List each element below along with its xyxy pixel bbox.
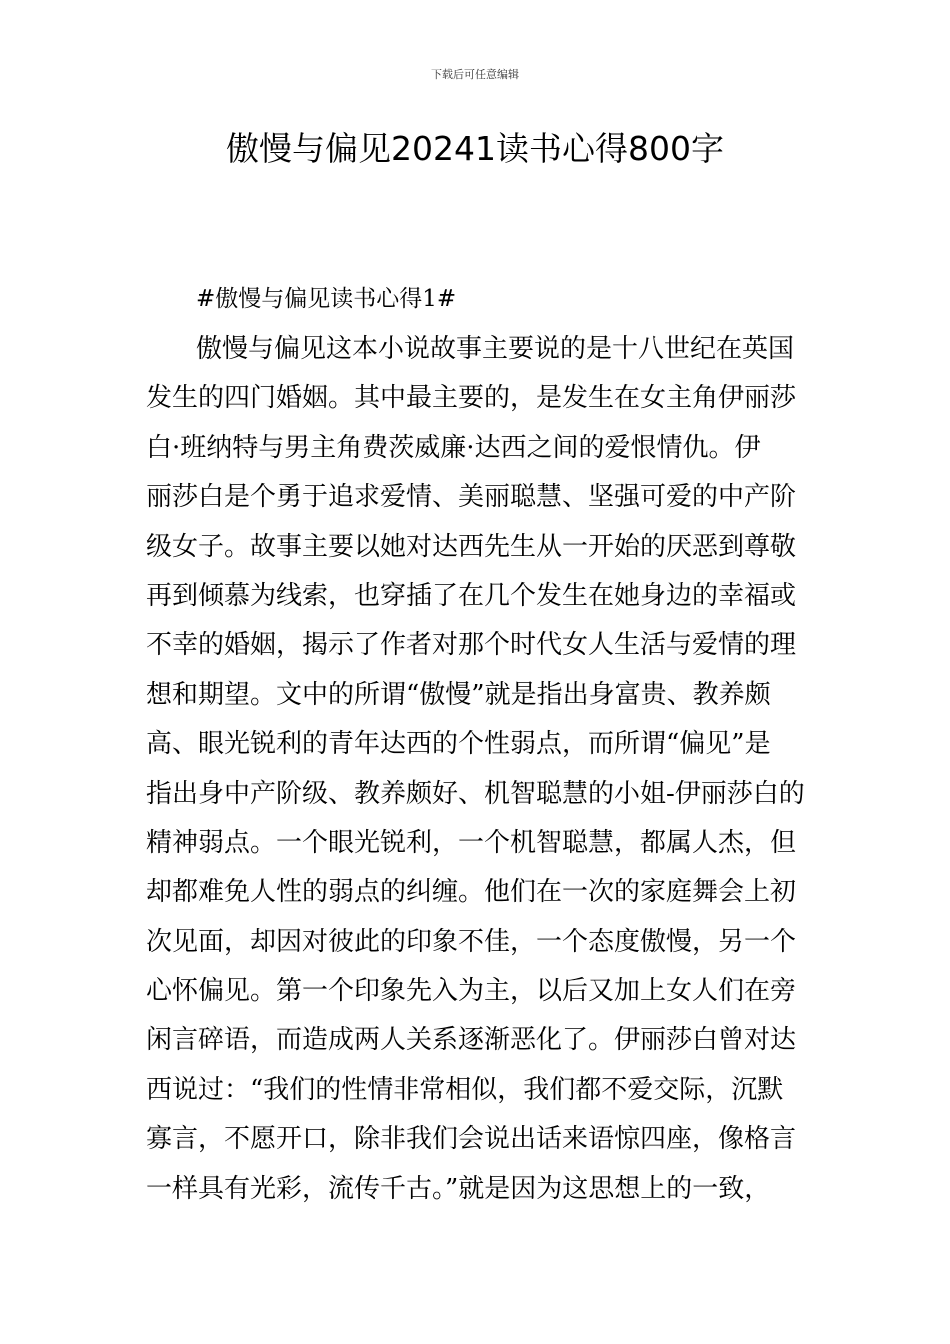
text-line: 再到倾慕为线索，也穿插了在几个发生在她身边的幸福或 <box>146 580 797 611</box>
section-heading: #傲慢与偏见读书心得1# <box>196 286 457 312</box>
text-line: 一样具有光彩，流传千古。”就是因为这思想上的一致， <box>146 1173 771 1204</box>
body-text <box>146 325 816 1214</box>
document-title: 傲慢与偏见20241读书心得800字 <box>226 129 724 168</box>
text-line: 级女子。故事主要以她对达西先生从一开始的厌恶到尊敬 <box>146 531 797 562</box>
text-line: 傲慢与偏见这本小说故事主要说的是十八世纪在英国 <box>196 334 795 364</box>
text-line: 发生的四门婚姻。其中最主要的，是发生在女主角伊丽莎 <box>146 383 797 414</box>
text-line: 指出身中产阶级、教养颇好、机智聪慧的小姐-伊丽莎白的 <box>146 778 805 809</box>
text-line: 心怀偏见。第一个印象先入为主，以后又加上女人们在旁 <box>146 976 797 1007</box>
text-line: 丽莎白是个勇于追求爱情、美丽聪慧、坚强可爱的中产阶 <box>146 482 797 513</box>
text-line: 西说过：“我们的性情非常相似，我们都不爱交际，沉默 <box>146 1074 784 1105</box>
header-note: 下载后可任意编辑 <box>431 68 519 81</box>
text-line: 不幸的婚姻，揭示了作者对那个时代女人生活与爱情的理 <box>146 630 797 661</box>
text-line: 寡言，不愿开口，除非我们会说出话来语惊四座，像格言 <box>146 1124 797 1155</box>
text-line: 白·班纳特与男主角费茨威廉·达西之间的爱恨情仇。伊 <box>146 432 761 463</box>
text-line: 闲言碎语，而造成两人关系逐渐恶化了。伊丽莎白曾对达 <box>146 1025 797 1056</box>
text-line: 想和期望。文中的所谓“傲慢”就是指出身富贵、教养颇 <box>146 679 771 710</box>
text-line: 次见面，却因对彼此的印象不佳，一个态度傲慢，另一个 <box>146 926 797 957</box>
text-line: 精神弱点。一个眼光锐利，一个机智聪慧，都属人杰，但 <box>146 827 797 858</box>
text-line: 高、眼光锐利的青年达西的个性弱点，而所谓“偏见”是 <box>146 729 771 760</box>
text-line: 却都难免人性的弱点的纠缠。他们在一次的家庭舞会上初 <box>146 877 797 908</box>
